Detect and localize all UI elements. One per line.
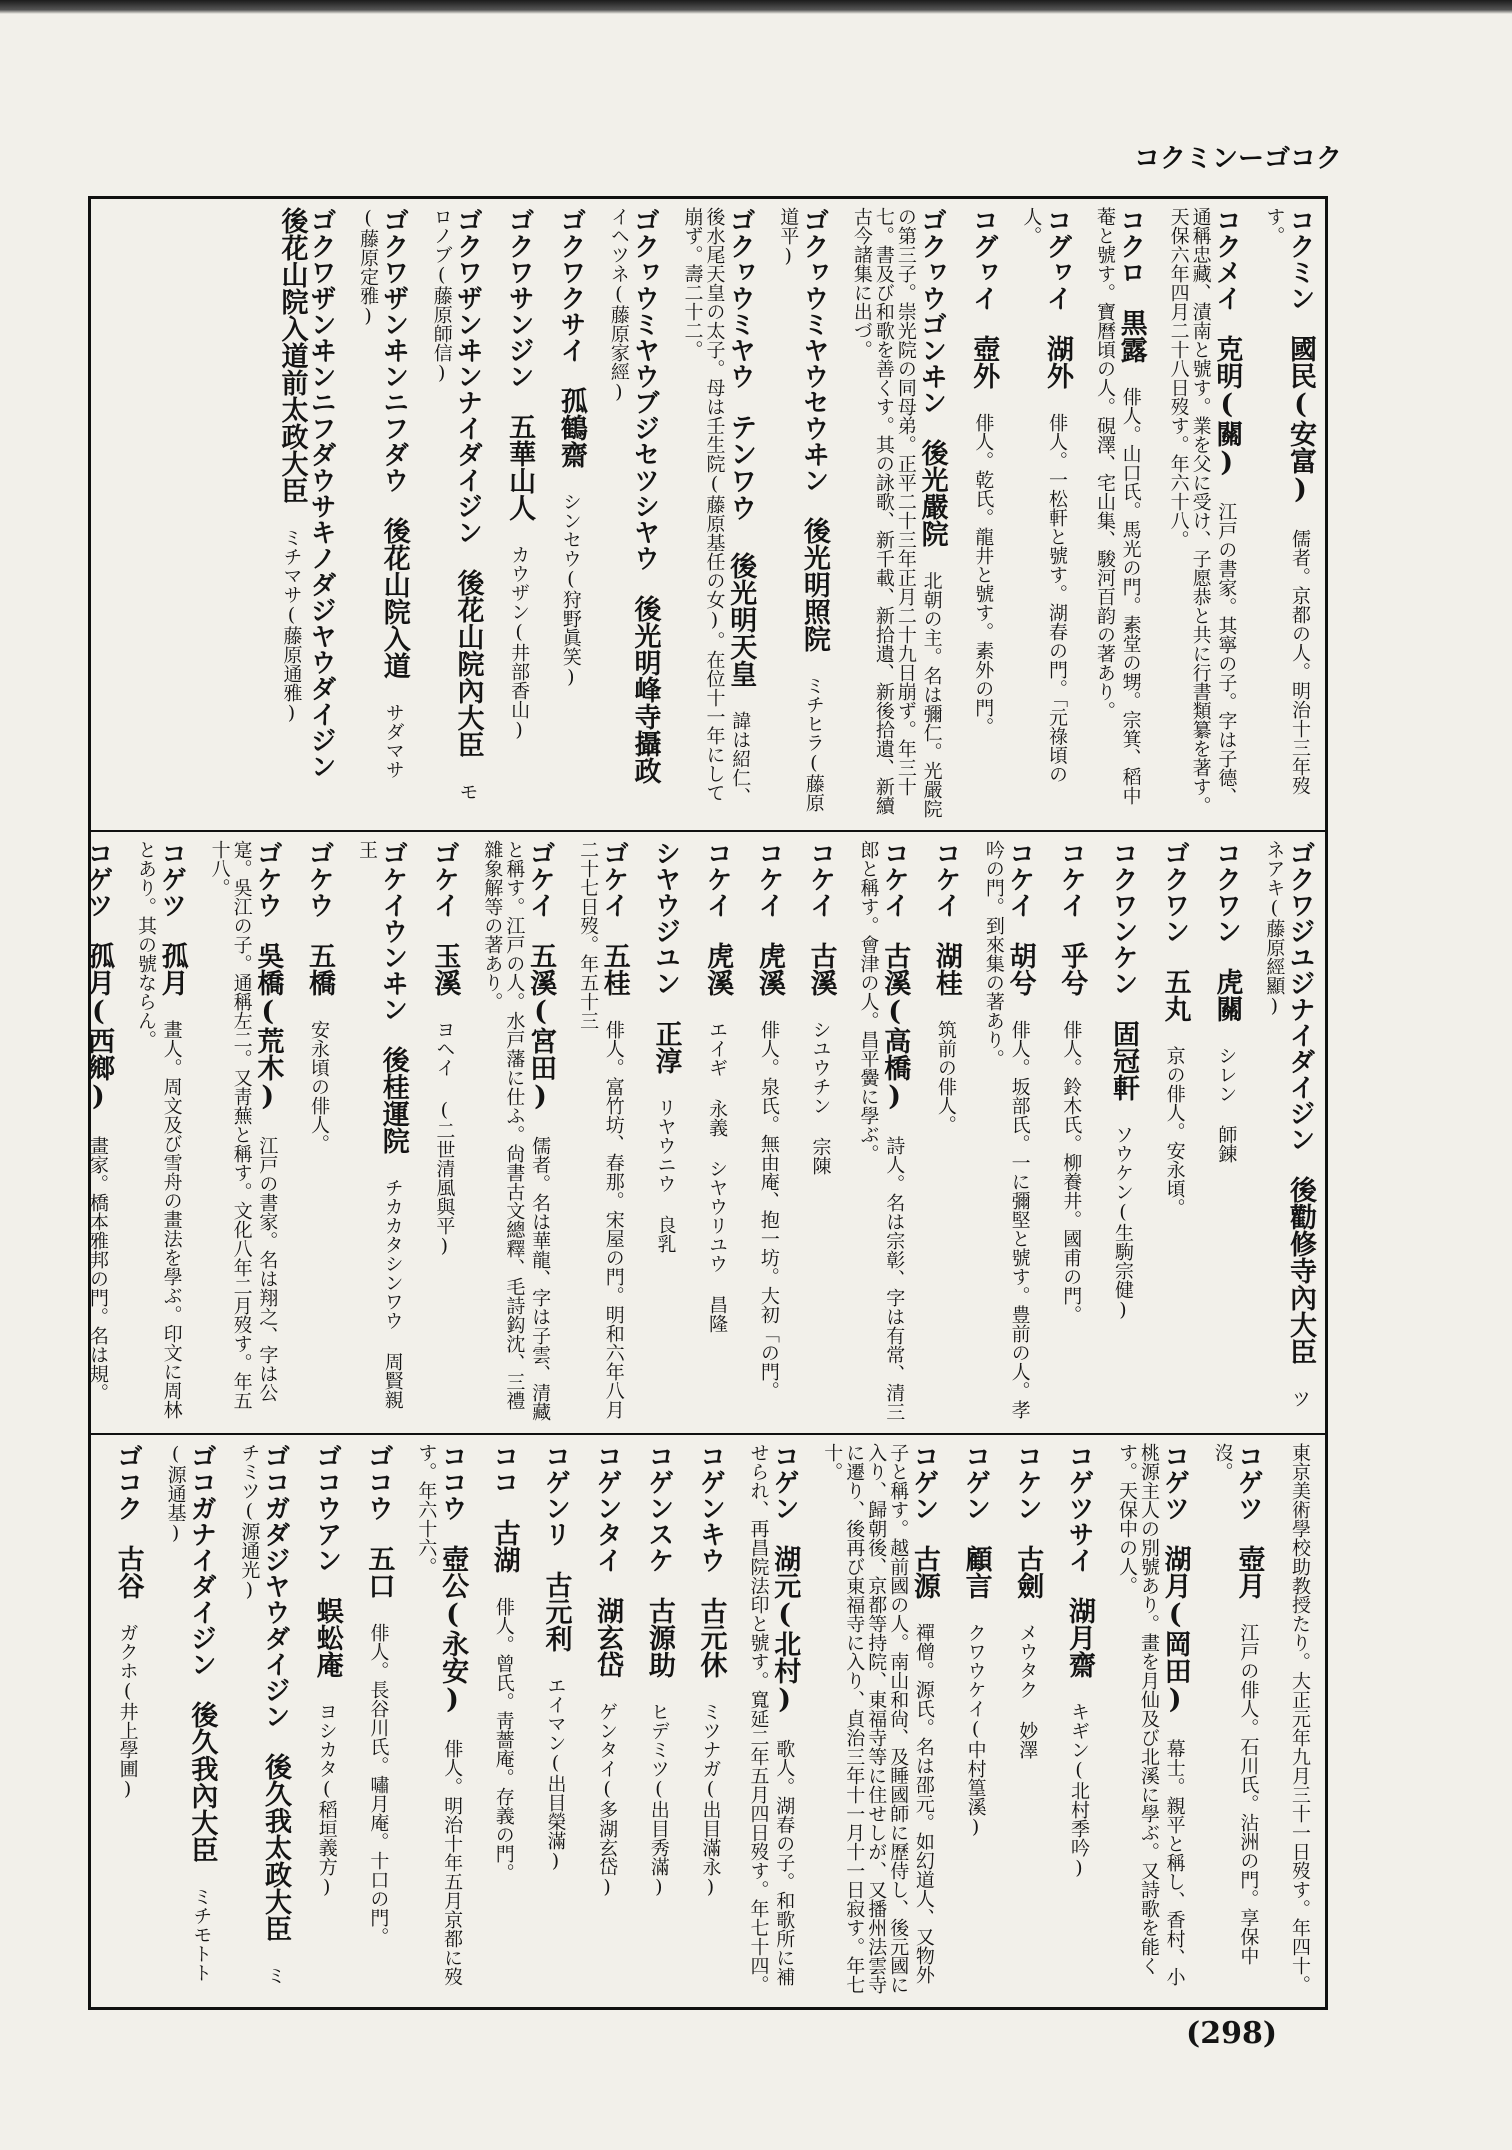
entry-name: 虎溪 [702, 942, 734, 996]
entry-description: 歌人。湖春の子。和歌所に補せられ、再昌院法印と號す。寬延二年五月四日歿す。年七十四。 [747, 1443, 796, 1994]
dictionary-entry [592, 1443, 622, 1999]
entry-description: ガクホ(井上學圃) [116, 1623, 139, 1800]
entry-name: 後花山院內大臣 [452, 569, 484, 758]
dictionary-entry [858, 840, 910, 1422]
entry-name: 虎溪 [753, 942, 785, 996]
entry-headword: コグヮイ [1041, 207, 1072, 311]
entry-headword: コゲンリ [540, 1443, 571, 1547]
dictionary-entry [651, 840, 681, 1422]
entry-name: 古溪(高橋) [879, 942, 911, 1112]
entry-name: 後光明峰寺攝政 [629, 595, 661, 784]
dictionary-entry [1094, 207, 1146, 819]
entry-description: ヒデミツ(出目秀滿) [647, 1702, 670, 1898]
entry-headword: コゲンキウ [695, 1443, 726, 1573]
dictionary-entry [364, 1443, 394, 1999]
dictionary-entry [961, 1443, 991, 1999]
dictionary-entry [851, 207, 947, 819]
entry-name: 國民(安富) [1285, 335, 1316, 505]
entry-headword: ゴコガナイダイジン [186, 1443, 217, 1677]
entry-name: 後桂運院 [377, 1046, 409, 1154]
entry-headword: コケイ [805, 840, 836, 918]
dictionary-entry [806, 840, 836, 1422]
dictionary-entry [1263, 207, 1315, 819]
entry-description: リヤウニウ 良乳 [654, 1098, 677, 1253]
entry-headword: ゴクワザンヰンナイダイジン [452, 207, 483, 545]
entry-description: クワウケイ(中村篁溪) [964, 1623, 987, 1838]
dictionary-entry [556, 207, 586, 819]
entry-name: 湖外 [1041, 335, 1073, 389]
entry-description: 俳人。明治十年五月京都に歿す。年六十六。 [415, 1443, 464, 1986]
page-number: (298) [1186, 2016, 1278, 2051]
entry-name: 五桂 [598, 942, 630, 996]
entry-name: 壺月 [1233, 1545, 1265, 1599]
entry-name: 古湖 [488, 1519, 520, 1573]
entry-name: 古劍 [1012, 1545, 1044, 1599]
dictionary-entry [969, 207, 999, 819]
entry-description: メウタク 妙澤 [1016, 1623, 1039, 1759]
dictionary-entry [931, 840, 961, 1422]
entry-headword: ゴコク [112, 1443, 143, 1521]
dictionary-entry [504, 207, 534, 819]
entry-description: シンセウ(狩野眞笑) [559, 492, 582, 688]
entry-description: エイマン(出目榮滿) [544, 1676, 567, 1872]
entry-description: ミチモトト(源通基) [164, 1443, 213, 1982]
entry-name: 後花山院入道前太政大臣 [276, 207, 308, 504]
entry-description: 北朝の主。名は彌仁。光嚴院の第三子。崇光院の同母弟。正平二十三年正月二十九日崩ず。年三十七。書及び和歌を善くす。其の詠歌、新千載、新拾遺、新後拾遺、新續古今諸集に出づ。 [850, 207, 943, 818]
dictionary-entry [1020, 207, 1072, 819]
dictionary-entry [1168, 207, 1242, 819]
entry-description: 東京美術學校助教授たり。大正元年九月三十一日歿す。年四十。 [1289, 1443, 1311, 1994]
entry-headword: ゴクワザンヰンニフダウ [378, 207, 409, 493]
entry-description: チカカタシンワウ 周賢親王 [356, 840, 404, 1409]
entry-headword: ゴクワン [1159, 840, 1190, 944]
entry-name: 湖元(北村) [769, 1545, 801, 1715]
entry-name: 乎兮 [1056, 942, 1088, 996]
entry-description: 畫家。橋本雅邦の門。名は規。 [86, 1136, 109, 1402]
band-middle [82, 830, 1325, 1430]
entry-name: 五口 [363, 1545, 395, 1599]
entry-headword: コゲツサイ [1063, 1443, 1094, 1573]
entry-description: ミチマサ(藤原通雅) [280, 528, 303, 724]
entry-description: 幕士。親平と稱し、香村、小桃源主人の別號あり。畫を月仙及び北溪に學ぶ。又詩歌を能くす。天保中の人。 [1115, 1443, 1186, 1986]
running-head: コクミンーゴコク [1133, 144, 1342, 174]
entry-name: 胡兮 [1004, 942, 1036, 996]
entry-description: ゲンタイ(多湖玄岱) [596, 1702, 619, 1898]
entry-headword: シヤウジユン [650, 840, 681, 996]
dictionary-entry [481, 840, 555, 1422]
dictionary-entry [1212, 1443, 1264, 1999]
entry-description: 俳人。泉氏。無由庵、抱一坊。大初「の門。 [757, 1020, 780, 1400]
dictionary-entry [1116, 1443, 1190, 1999]
entry-headword: コクミン [1285, 207, 1315, 311]
dictionary-entry [1160, 840, 1190, 1422]
dictionary-entry [135, 840, 187, 1422]
entry-headword: ゴコウアン [311, 1443, 342, 1573]
entry-name: 湖桂 [930, 942, 962, 996]
entry-headword: ゴクヮウミヤウ [725, 207, 756, 389]
band-bottom [91, 1433, 1325, 2007]
entry-description: 俳人。長谷川氏。嘯月庵。十口の門。 [367, 1623, 390, 1946]
dictionary-entry [238, 1443, 290, 1999]
entry-name: テンワウ 後光明天皇 [725, 413, 757, 687]
entry-name: 古源助 [643, 1597, 675, 1678]
entry-name: 孤鶴齋 [555, 387, 587, 468]
entry-headword: コクメイ [1211, 207, 1242, 311]
entry-name: 湖月齋 [1063, 1597, 1095, 1678]
entry-headword: ゴクヮウミヤウブジセツシヤウ [629, 207, 660, 571]
entry-headword: ゴクワサンジン [504, 207, 535, 389]
entry-name: 壺外 [968, 335, 1000, 389]
dictionary-entry [577, 840, 629, 1422]
entry-headword: ゴクワザンヰンニフダウサキノダジヤウダイジン [306, 207, 337, 779]
entry-headword: ゴコガダジヤウダイジン [260, 1443, 290, 1729]
entry-name: 五丸 [1159, 968, 1191, 1022]
dictionary-entry [312, 1443, 342, 1999]
entry-headword: ゴクワクサイ [555, 207, 586, 363]
entry-name: 孤月(西鄉) [82, 942, 114, 1112]
dictionary-entry [777, 207, 829, 819]
entry-description: ミツナガ(出目滿永) [699, 1702, 722, 1898]
entry-name: 蜈蚣庵 [311, 1597, 343, 1678]
entry-headword: コゲンタイ [592, 1443, 623, 1573]
entry-description: 俳人。富竹坊、春那。宋屋の門。明和六年八月二十七日歿。年五十三 [577, 840, 625, 1419]
dictionary-entry [754, 840, 784, 1422]
entry-description: 俳人。乾氏。龍井と號す。素外の門。 [972, 413, 995, 736]
entry-headword: コケイ [1004, 840, 1035, 918]
entry-headword: ココ [488, 1443, 519, 1495]
entry-headword: ゴコウ [363, 1443, 394, 1521]
entry-description: シユウチン 宗陳 [809, 1020, 832, 1175]
entry-description: 京の俳人。安永頃。 [1163, 1046, 1186, 1217]
entry-headword: コケイ [930, 840, 961, 918]
entry-headword: ゴケイ [525, 840, 556, 918]
entry-headword: コクワンケン [1107, 840, 1138, 996]
entry-name: 黒露 [1115, 309, 1147, 363]
entry-name: 古元休 [695, 1597, 727, 1678]
dictionary-entry [83, 840, 113, 1422]
entry-name: 古源 [908, 1545, 940, 1599]
entry-name: 五華山人 [504, 413, 536, 521]
entry-headword: コケイ [702, 840, 733, 918]
dictionary-entry [356, 840, 408, 1422]
entry-description: ツネアキ(藤原經顯) [1263, 840, 1311, 1408]
entry-description: サダマサ(藤原定雅) [357, 207, 405, 779]
dictionary-entry [415, 1443, 467, 1999]
entry-description: キギン(北村季吟) [1067, 1702, 1090, 1879]
entry-name: 克明(關) [1211, 335, 1243, 478]
entry-name: 壺公(永安) [437, 1545, 469, 1715]
dictionary-frame [82, 196, 1328, 2010]
entry-description: ミチミツ(源通光) [238, 1443, 286, 1985]
dictionary-entry [541, 1443, 571, 1999]
dictionary-entry [357, 207, 409, 819]
dictionary-entry [608, 207, 660, 819]
entry-name: 古元利 [540, 1571, 572, 1652]
dictionary-entry [1285, 1443, 1315, 1999]
entry-headword: コグヮイ [968, 207, 999, 311]
dictionary-entry [304, 840, 334, 1422]
entry-description: 俳人。鈴木氏。柳養井。國甫の門。 [1060, 1020, 1083, 1324]
entry-description: モロノブ(藤原師信) [430, 207, 479, 801]
entry-description: 俳人。坂部氏。一に彌堅と號す。豊前の人。孝吟の門。到來集の著あり。 [982, 840, 1031, 1419]
entry-description: 江戸の書家。其寧の子。字は子德、通稱忠藏、漬南と號す。業を父に受け、子愿恭と共に行書類纂を著す。天保六年四月二十八日歿す。年六十八。 [1167, 207, 1238, 815]
entry-name: 古溪 [805, 942, 837, 996]
entry-headword: コゲン [960, 1443, 991, 1521]
entry-name: 顧言 [960, 1545, 992, 1599]
entry-description: 禪僧。源氏。名は邵元。如幻道人、又物外子と稱す。越前國の人。南山和尙、及睡國師に歷侍し、後元國に入り、歸朝後、京都等持院、東福寺等に住せしが、又播州法雲寺に遷り、後再び東福寺に入り、貞治三年十一月十一日寂す。年七十。 [821, 1443, 935, 1994]
entry-description: 安永頃の俳人。 [308, 1020, 330, 1153]
entry-description: ヨヘイ (二世清風與平) [433, 1020, 456, 1257]
entry-description: 儒者。京都の人。明治十三年歿す。 [1263, 207, 1311, 795]
entry-headword: ゴクヮウゴンヰン [916, 207, 947, 415]
entry-headword: コゲン [908, 1443, 939, 1521]
entry-description: イヘツネ(藤原家經) [607, 207, 630, 403]
entry-name: 後久我太政大臣 [260, 1753, 291, 1942]
entry-description: ソウケン(生駒宗健) [1111, 1125, 1134, 1321]
entry-name: 固冠軒 [1107, 1020, 1139, 1101]
entry-description: 儒者。名は華龍、字は子雲、清藏と稱す。江戸の人。水戸藩に仕ふ。尙書古文總釋、毛詩鈎沈、三禮雜象解等の著あり。 [481, 840, 552, 1421]
entry-description: 江戸の書家。名は翔之、字は公寔。吳江の子。通稱左二。又靑蕪と稱す。文化八年二月歿す。年五十八。 [208, 840, 279, 1410]
entry-name: 五橋 [304, 942, 335, 996]
entry-name: 正淳 [650, 1020, 682, 1074]
dictionary-entry [702, 840, 732, 1422]
entry-headword: ゴケウ [304, 840, 334, 918]
entry-name: 湖月(岡田) [1159, 1545, 1191, 1715]
entry-description: シレン 師錬 [1215, 1046, 1238, 1163]
entry-name: 孤月 [156, 942, 188, 996]
entry-headword: コゲツ [156, 840, 187, 918]
entry-headword: コゲンスケ [643, 1443, 674, 1573]
dictionary-entry [277, 207, 335, 819]
entry-name: 後光明照院 [798, 517, 830, 652]
dictionary-entry [1212, 840, 1242, 1422]
entry-name: 後光嚴院 [916, 439, 948, 547]
entry-description: エイギ 永義 シヤウリユウ 昌隆 [706, 1020, 729, 1333]
entry-name: 吳橋(荒木) [252, 942, 284, 1112]
entry-headword: コゲツ [82, 840, 113, 918]
entry-name: 古谷 [112, 1545, 144, 1599]
entry-headword: ゴケウ [252, 840, 283, 918]
entry-headword: コケイ [879, 840, 910, 918]
entry-description: カウザン(井部香山) [508, 545, 531, 741]
entry-headword: コゲン [769, 1443, 800, 1521]
entry-description: 江戸の俳人。石川氏。沾洲の門。享保中沒。 [1211, 1443, 1260, 1965]
entry-name: 後久我內大臣 [186, 1701, 218, 1863]
entry-name: 五溪(宮田) [525, 942, 557, 1112]
entry-headword: ゴケイ [429, 840, 460, 918]
entry-name: 湖玄岱 [592, 1597, 624, 1678]
scan-top-edge [0, 0, 1512, 14]
entry-description: 俳人。一松軒と號す。湖春の門。「元祿頃の人。 [1020, 207, 1068, 784]
dictionary-entry [748, 1443, 800, 1999]
dictionary-entry [165, 1443, 217, 1999]
entry-name: 後花山院入道 [378, 517, 410, 679]
dictionary-entry [983, 840, 1035, 1422]
dictionary-entry [1064, 1443, 1094, 1999]
dictionary-entry [682, 207, 756, 819]
entry-headword: コケイ [1056, 840, 1087, 918]
entry-description: 俳人。山口氏。馬光の門。素堂の甥。宗箕、稻中菴と號す。寶曆頃の人。硯澤、宅山集、駿河百韵の著あり。 [1093, 207, 1142, 805]
entry-description: 諱は紹仁、後水尾天皇の太子。母は壬生院(藤原基任の女)。在位十一年にして崩ず。壽二十二。 [681, 207, 752, 806]
entry-name: 虎關 [1211, 968, 1243, 1022]
dictionary-entry [696, 1443, 726, 1999]
band-top [91, 199, 1325, 827]
entry-description: 詩人。名は宗彰、字は有常、清三郎と稱す。會津の人。昌平黌に學ぶ。 [857, 840, 906, 1421]
entry-headword: コゲツ [1233, 1443, 1264, 1521]
entry-headword: コゲツ [1159, 1443, 1190, 1521]
entry-headword: コケイ [753, 840, 784, 918]
dictionary-entry [821, 1443, 939, 1999]
entry-headword: コクロ [1115, 207, 1146, 285]
entry-name: 玉溪 [429, 942, 461, 996]
dictionary-entry [1057, 840, 1087, 1422]
dictionary-entry [1263, 840, 1315, 1422]
entry-headword: ゴケイウンヰン [377, 840, 408, 1022]
dictionary-entry [644, 1443, 674, 1999]
entry-headword: コクワン [1211, 840, 1242, 944]
entry-headword: ゴクヮウミヤウセウヰン [798, 207, 829, 493]
entry-headword: ゴクワジユジナイダイジン [1285, 840, 1315, 1152]
dictionary-entry [431, 207, 483, 819]
dictionary-entry [430, 840, 460, 1422]
entry-headword: ココウ [437, 1443, 468, 1521]
dictionary-entry [113, 1443, 143, 1999]
entry-headword: コケン [1012, 1443, 1043, 1521]
dictionary-entry [209, 840, 283, 1422]
entry-name: 後勸修寺內大臣 [1285, 1176, 1316, 1365]
entry-description: 俳人。曾氏。靑薔庵。存義の門。 [492, 1597, 515, 1882]
entry-description: ミチヒラ(藤原道平) [777, 207, 825, 812]
dictionary-entry [1013, 1443, 1043, 1999]
entry-headword: ゴケイ [598, 840, 629, 918]
dictionary-entry [489, 1443, 519, 1999]
entry-description: ヨシカタ(稻垣義方) [315, 1702, 338, 1898]
entry-description: 畫人。周文及び雪舟の畫法を學ぶ。印文に周林とあり。其の號ならん。 [134, 840, 183, 1419]
entry-description: 筑前の俳人。 [934, 1020, 957, 1134]
dictionary-entry [1108, 840, 1138, 1422]
